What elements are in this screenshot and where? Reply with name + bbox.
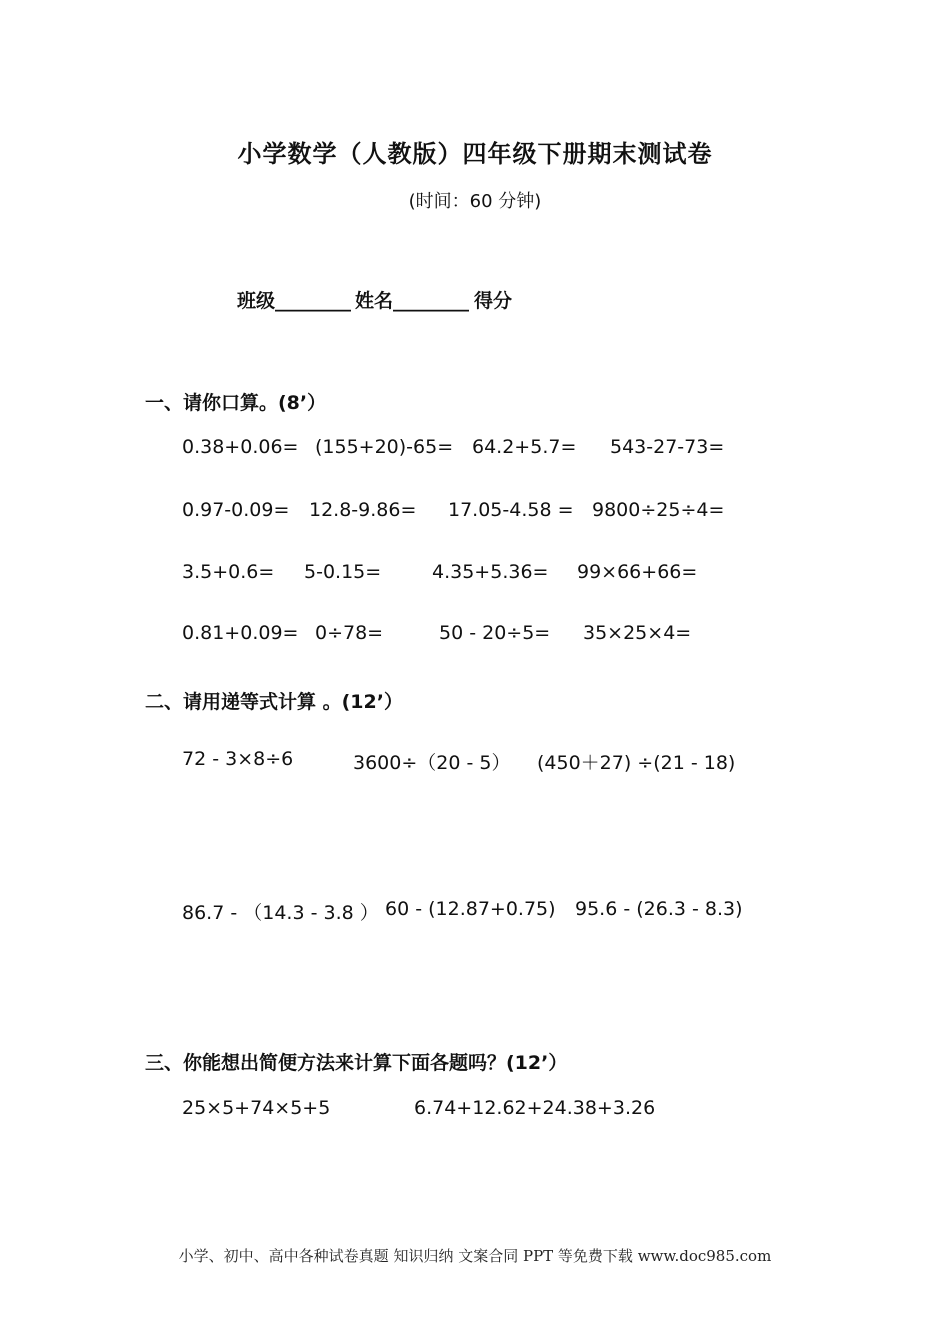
question: 25×5+74×5+5 [182,1097,331,1119]
question: 0.81+0.09= [182,622,299,644]
question: 5-0.15= [304,561,382,583]
question: 0.38+0.06= [182,436,299,458]
question: (155+20)-65= [315,436,454,458]
name-field: 姓名________ [355,290,470,312]
page-title: 小学数学（人教版）四年级下册期末测试卷 [237,140,713,168]
question: 95.6 - (26.3 - 8.3) [575,898,743,920]
question: (450＋27) ÷(21 - 18) [537,752,736,774]
question: 0÷78= [315,622,384,644]
section-1-heading: 一、请你口算。(8’） [145,392,327,414]
question: 9800÷25÷4= [592,499,725,521]
section-3-heading: 三、你能想出简便方法来计算下面各题吗？(12’） [145,1052,568,1074]
question: 12.8-9.86= [309,499,417,521]
question: 3.5+0.6= [182,561,275,583]
question: 4.35+5.36= [432,561,549,583]
question: 6.74+12.62+24.38+3.26 [414,1097,656,1119]
question: 72 - 3×8÷6 [182,748,294,770]
question: 17.05-4.58 = [448,499,574,521]
question: 99×66+66= [577,561,698,583]
question: 543-27-73= [610,436,725,458]
question: 35×25×4= [583,622,692,644]
score-field: 得分 [474,290,513,312]
question: 0.97-0.09= [182,499,290,521]
question: 50 - 20÷5= [439,622,551,644]
section-2-heading: 二、请用递等式计算 。(12’） [145,691,403,713]
question: 86.7 - （14.3 - 3.8 ） [182,902,379,924]
question: 60 - (12.87+0.75) [385,898,556,920]
question: 3600÷（20 - 5） [353,752,511,774]
class-field: 班级________ [237,290,352,312]
footer-text: 小学、初中、高中各种试卷真题 知识归纳 文案合同 PPT 等免费下载 www.doc985.com [178,1247,772,1265]
time-limit: (时间：60 分钟) [408,191,542,212]
question: 64.2+5.7= [472,436,577,458]
